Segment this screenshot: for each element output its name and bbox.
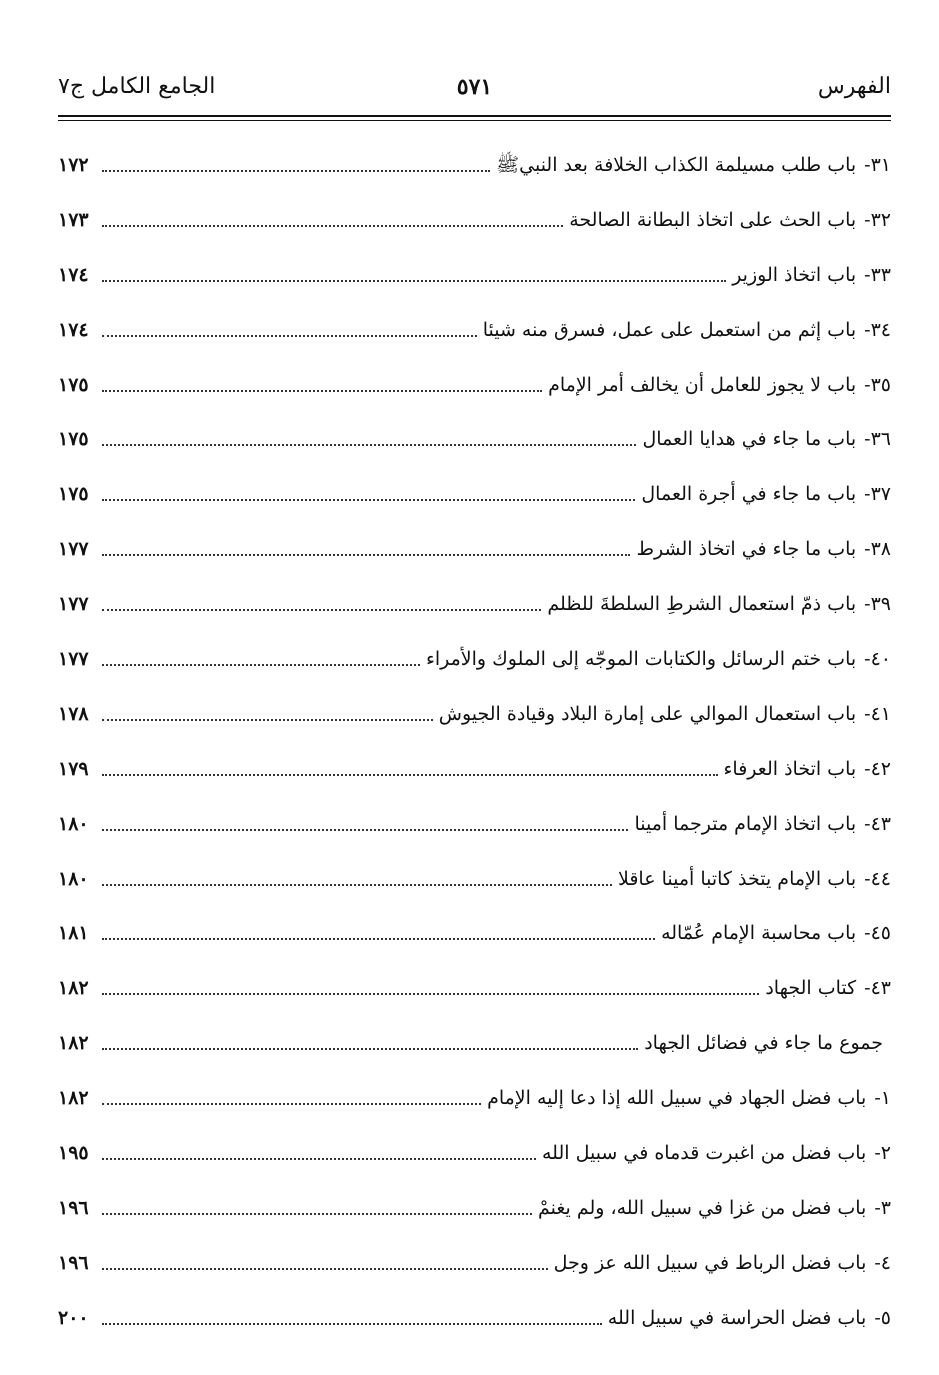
dot-leader (102, 370, 542, 400)
entry-title: باب الإمام يتخذ كاتبا أمينا عاقلا (617, 867, 857, 890)
entry-title: باب لا يجوز للعامل أن يخالف أمر الإمام (548, 373, 857, 396)
header-rule-thin (58, 120, 891, 121)
entry-title: باب استعمال الموالي على إمارة البلاد وقيادة الجيوش (438, 702, 857, 725)
entry-number: ٣- (874, 1196, 891, 1219)
header-rule-thick (58, 115, 891, 117)
entry-page: ١٧٧ (58, 648, 89, 671)
entry-page: ١٧٤ (58, 263, 89, 286)
dot-leader (102, 1303, 602, 1333)
dot-leader (102, 424, 636, 454)
entry-number: ٤- (874, 1251, 891, 1274)
entry-page: ١٨٠ (58, 867, 89, 890)
dot-leader (102, 479, 635, 509)
entry-number: ٢- (874, 1142, 891, 1165)
toc-entry[interactable] (58, 644, 891, 699)
entry-number: ٤١- (864, 702, 891, 725)
entry-number: ٣٣- (864, 263, 891, 286)
entry-page: ١٧٧ (58, 538, 89, 561)
entry-title: باب اتخاذ العرفاء (723, 757, 857, 780)
entry-title: باب فضل من غزا في سبيل الله، ولم يغنمْ (537, 1196, 867, 1219)
entry-page: ١٨٠ (58, 812, 89, 835)
page-header (58, 72, 891, 112)
dot-leader (102, 754, 718, 784)
toc-entry[interactable] (58, 699, 891, 754)
entry-title: باب ختم الرسائل والكتابات الموجّه إلى الملوك والأمراء (425, 648, 857, 671)
toc-entry[interactable] (58, 809, 891, 864)
header-book-title: الجامع الكامل ج٧ (58, 74, 216, 99)
entry-page: ١٨٢ (58, 1032, 89, 1055)
toc-entry[interactable] (58, 754, 891, 809)
entry-title: باب ما جاء في هدايا العمال (642, 428, 857, 451)
dot-leader (102, 205, 563, 235)
dot-leader (102, 918, 655, 948)
toc-entry[interactable] (58, 1248, 891, 1303)
toc-entry[interactable] (58, 260, 891, 315)
toc-entry[interactable] (58, 589, 891, 644)
entry-number: ٤٣- (864, 812, 891, 835)
entry-page: ١٩٥ (58, 1142, 89, 1165)
entry-title: باب فضل الرباط في سبيل الله عز وجل (553, 1251, 867, 1274)
entry-number: ٣٩- (864, 593, 891, 616)
entry-title: باب الحث على اتخاذ البطانة الصالحة (569, 208, 857, 231)
entry-page: ١٧٣ (58, 208, 89, 231)
entry-title: باب ذمّ استعمال الشرطِ السلطةَ للظلم (547, 593, 857, 616)
entry-page: ١٧٩ (58, 757, 89, 780)
dot-leader (102, 1083, 481, 1113)
dot-leader (102, 534, 630, 564)
entry-title: كتاب الجهاد (765, 977, 857, 1000)
toc-entry[interactable] (58, 918, 891, 973)
toc-entry[interactable] (58, 1083, 891, 1138)
toc-entry[interactable] (58, 1138, 891, 1193)
entry-title: باب اتخاذ الوزير (732, 263, 857, 286)
entry-title: باب ما جاء في اتخاذ الشرط (636, 538, 857, 561)
toc-entry[interactable] (58, 479, 891, 534)
entry-title: باب محاسبة الإمام عُمّاله (661, 922, 857, 945)
entry-title: باب إثم من استعمل على عمل، فسرق منه شيئا (482, 318, 857, 341)
entry-page: ١٧٢ (58, 154, 89, 176)
dot-leader (102, 973, 759, 1003)
entry-page: ١٨٢ (58, 1087, 89, 1110)
entry-page: ١٧٧ (58, 593, 89, 616)
entry-number: ٤٠- (864, 648, 891, 671)
toc-entry-book[interactable] (58, 973, 891, 1028)
entry-number: ٤٣- (864, 977, 891, 1000)
toc-entry[interactable] (58, 315, 891, 370)
entry-page: ١٨١ (58, 922, 89, 945)
header-section-title: الفهرس (817, 74, 891, 99)
entry-number: ٣٦- (864, 428, 891, 451)
toc-entry[interactable] (58, 1303, 891, 1358)
dot-leader (102, 1138, 536, 1168)
entry-title: جموع ما جاء في فضائل الجهاد (644, 1032, 883, 1055)
entry-number: ٤٤- (864, 867, 891, 890)
dot-leader (102, 864, 612, 894)
entry-title: باب ما جاء في أجرة العمال (641, 483, 857, 506)
dot-leader (102, 644, 420, 674)
entry-page: ١٩٦ (58, 1196, 89, 1219)
toc-entry[interactable] (58, 205, 891, 260)
toc-entry[interactable] (58, 864, 891, 919)
entry-page: ١٧٤ (58, 318, 89, 341)
entry-page: ٢٠٠ (58, 1306, 89, 1329)
entry-number: ٣٨- (864, 538, 891, 561)
entry-number: ١- (874, 1087, 891, 1110)
dot-leader (102, 315, 477, 345)
entry-title: باب طلب مسيلمة الكذاب الخلافة بعد النبيﷺ (496, 154, 857, 176)
entry-page: ١٨٢ (58, 977, 89, 1000)
entry-number: ٥- (874, 1306, 891, 1329)
toc-entry[interactable] (58, 150, 891, 205)
entry-number: ٤٢- (864, 757, 891, 780)
entry-page: ١٧٥ (58, 428, 89, 451)
toc-entry[interactable] (58, 534, 891, 589)
dot-leader (102, 809, 628, 839)
entry-number: ٤٥- (864, 922, 891, 945)
dot-leader (102, 150, 490, 180)
dot-leader (102, 1193, 532, 1223)
dot-leader (102, 589, 541, 619)
entry-number: ٣١- (864, 154, 891, 176)
entry-number: ٣٢- (864, 208, 891, 231)
dot-leader (102, 1028, 638, 1058)
entry-page: ١٩٦ (58, 1251, 89, 1274)
entry-page: ١٧٥ (58, 483, 89, 506)
entry-number: ٣٧- (864, 483, 891, 506)
dot-leader (102, 260, 726, 290)
entry-title: باب فضل الجهاد في سبيل الله إذا دعا إليه الإمام (487, 1087, 867, 1110)
entry-page: ١٧٨ (58, 702, 89, 725)
entry-title: باب فضل من اغبرت قدماه في سبيل الله (541, 1142, 867, 1165)
dot-leader (102, 699, 433, 729)
dot-leader (102, 1248, 548, 1278)
toc-entry[interactable] (58, 1193, 891, 1248)
table-of-contents (58, 150, 891, 1358)
entry-title: باب اتخاذ الإمام مترجما أمينا (634, 812, 857, 835)
toc-entry[interactable] (58, 424, 891, 479)
toc-entry[interactable] (58, 370, 891, 425)
entry-title: باب فضل الحراسة في سبيل الله (607, 1306, 867, 1329)
entry-number: ٣٥- (864, 373, 891, 396)
toc-entry-section[interactable] (58, 1028, 891, 1083)
entry-page: ١٧٥ (58, 373, 89, 396)
entry-number: ٣٤- (864, 318, 891, 341)
header-page-number: ٥٧١ (456, 74, 493, 100)
